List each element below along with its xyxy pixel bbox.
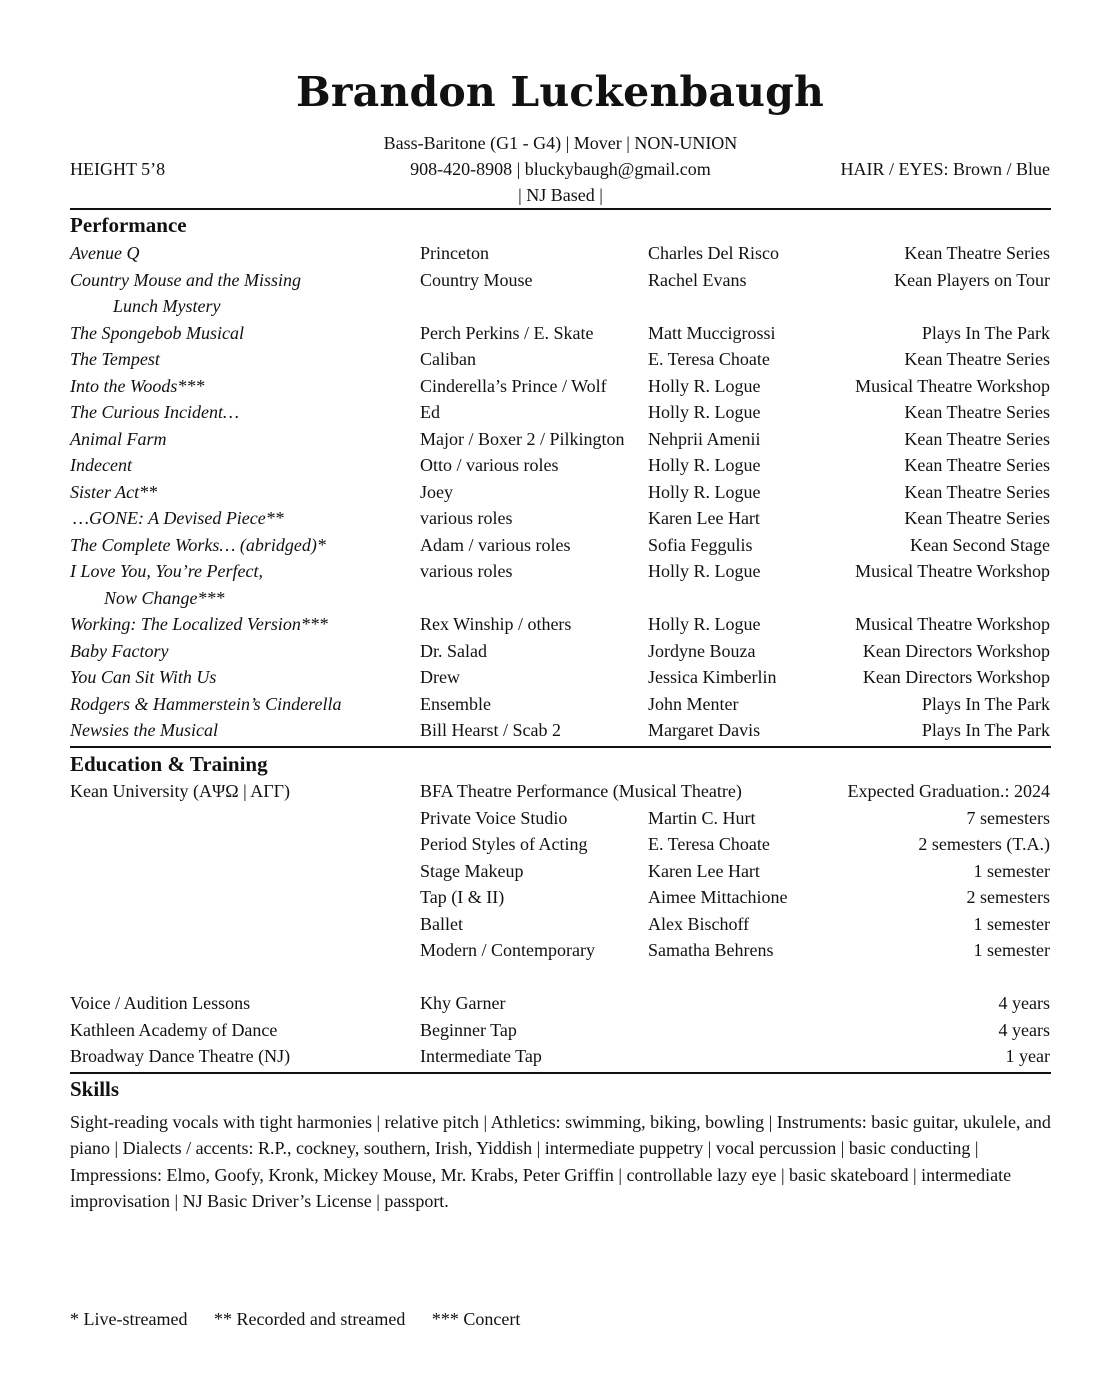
role: Ed — [420, 402, 440, 422]
venue: Kean Second Stage — [910, 534, 1050, 555]
duration: 1 semester — [973, 913, 1050, 934]
education-row — [0, 831, 1120, 858]
role: various roles — [420, 508, 513, 528]
teacher: Alex Bischoff — [648, 913, 750, 934]
education-row — [0, 778, 1120, 805]
performance-row — [0, 532, 1120, 559]
role: various roles — [420, 561, 513, 581]
show-title: Working: The Localized Version*** — [70, 614, 328, 634]
venue: Kean Theatre Series — [904, 481, 1050, 502]
venue: Kean Theatre Series — [904, 508, 1050, 528]
performance-divider — [70, 746, 1051, 748]
show-title: The Tempest — [70, 349, 160, 369]
director: Holly R. Logue — [648, 375, 761, 396]
performance-row — [0, 505, 1120, 532]
director: John Menter — [648, 693, 739, 714]
venue: Kean Theatre Series — [904, 428, 1050, 449]
show-title: …GONE: A Devised Piece** — [73, 508, 284, 528]
footnote-live-streamed: * Live-streamed — [70, 1309, 188, 1329]
education-heading: Education & Training — [70, 752, 268, 776]
school: Kean University (ΑΨΩ | ΑΓΓ) — [70, 781, 291, 801]
duration: 4 years — [998, 1019, 1050, 1040]
duration: Expected Graduation.: 2024 — [847, 781, 1050, 801]
duration: 4 years — [998, 993, 1050, 1013]
director: Holly R. Logue — [648, 402, 761, 422]
footnotes — [70, 1306, 542, 1332]
education-row — [0, 858, 1120, 885]
school: Broadway Dance Theatre (NJ) — [70, 1046, 291, 1066]
venue: Musical Theatre Workshop — [855, 614, 1050, 634]
performance-row — [0, 426, 1120, 453]
performance-row — [0, 479, 1120, 506]
teacher: E. Teresa Choate — [648, 834, 770, 854]
teacher: Aimee Mittachione — [648, 887, 788, 907]
role: Bill Hearst / Scab 2 — [420, 720, 561, 740]
show-title: Rodgers & Hammerstein’s Cinderella — [70, 693, 342, 714]
role: Caliban — [420, 349, 476, 369]
role: Drew — [420, 667, 460, 687]
course: Ballet — [420, 913, 463, 934]
resume-name: Brandon Luckenbaugh — [296, 68, 824, 116]
show-title: Country Mouse and the Missing — [70, 269, 301, 290]
director: E. Teresa Choate — [648, 349, 770, 369]
director: Jessica Kimberlin — [648, 667, 777, 687]
school: Voice / Audition Lessons — [70, 993, 251, 1013]
venue: Musical Theatre Workshop — [855, 561, 1050, 581]
venue: Musical Theatre Workshop — [855, 375, 1050, 396]
director: Karen Lee Hart — [648, 508, 760, 528]
course: Tap (I & II) — [420, 887, 505, 907]
footnote-recorded: ** Recorded and streamed — [213, 1309, 406, 1329]
role: Perch Perkins / E. Skate — [420, 322, 594, 343]
director: Charles Del Risco — [648, 243, 779, 263]
venue: Kean Theatre Series — [904, 455, 1050, 475]
show-title: Baby Factory — [70, 640, 169, 661]
director: Sofia Feggulis — [648, 534, 753, 555]
duration: 2 semesters (T.A.) — [918, 834, 1050, 854]
director: Jordyne Bouza — [648, 640, 756, 661]
duration: 1 semester — [973, 940, 1050, 960]
performance-row — [0, 717, 1120, 744]
education-divider — [70, 1072, 1051, 1074]
show-title: The Curious Incident… — [70, 402, 239, 422]
performance-row-continuation — [0, 293, 1120, 320]
venue: Kean Theatre Series — [904, 349, 1050, 369]
education-row — [0, 805, 1120, 832]
education-row — [0, 937, 1120, 964]
director: Holly R. Logue — [648, 614, 761, 634]
director: Rachel Evans — [648, 269, 747, 290]
venue: Kean Directors Workshop — [862, 640, 1050, 661]
teacher: Martin C. Hurt — [648, 807, 756, 828]
performance-row — [0, 320, 1120, 347]
director: Holly R. Logue — [648, 455, 761, 475]
role: Major / Boxer 2 / Pilkington — [420, 428, 625, 449]
duration: 2 semesters — [966, 887, 1050, 907]
venue: Kean Directors Workshop — [862, 667, 1050, 687]
course: Period Styles of Acting — [420, 834, 588, 854]
show-title: Sister Act** — [70, 481, 158, 502]
height-info: HEIGHT 5’8 — [70, 159, 166, 179]
duration: 1 semester — [973, 860, 1050, 881]
performance-row — [0, 611, 1120, 638]
hair-eyes-info: HAIR / EYES: Brown / Blue — [840, 159, 1050, 179]
director: Nehprii Amenii — [648, 428, 761, 449]
role: Princeton — [420, 243, 489, 263]
director: Matt Muccigrossi — [648, 322, 776, 343]
director: Margaret Davis — [648, 720, 761, 740]
performance-row — [0, 452, 1120, 479]
show-title-continued: Lunch Mystery — [113, 296, 221, 316]
show-title: The Complete Works… (abridged)* — [70, 534, 326, 555]
director: Holly R. Logue — [648, 561, 761, 581]
show-title: Avenue Q — [70, 243, 140, 263]
course: Khy Garner — [420, 993, 506, 1013]
director: Holly R. Logue — [648, 481, 761, 502]
show-title: Into the Woods*** — [70, 375, 205, 396]
training-row — [0, 990, 1120, 1017]
course: Beginner Tap — [420, 1019, 517, 1040]
show-title: The Spongebob Musical — [70, 322, 244, 343]
performance-row — [0, 691, 1120, 718]
role: Rex Winship / others — [420, 614, 572, 634]
show-title: Newsies the Musical — [70, 720, 218, 740]
course: Stage Makeup — [420, 860, 524, 881]
training-row — [0, 1017, 1120, 1044]
course: BFA Theatre Performance (Musical Theatre) — [420, 781, 742, 801]
performance-row — [0, 558, 1120, 585]
performance-row-continuation — [0, 585, 1120, 612]
show-title: Animal Farm — [70, 428, 167, 449]
voice-type-line: Bass-Baritone (G1 - G4) | Mover | NON-UNION — [383, 133, 738, 153]
role: Ensemble — [420, 693, 491, 714]
venue: Kean Theatre Series — [904, 243, 1050, 263]
role: Country Mouse — [420, 269, 533, 290]
show-title: Indecent — [70, 455, 132, 475]
role: Joey — [420, 481, 453, 502]
venue: Kean Players on Tour — [894, 269, 1050, 290]
venue: Plays In The Park — [921, 693, 1050, 714]
performance-row — [0, 399, 1120, 426]
duration: 7 semesters — [966, 807, 1050, 828]
footnote-concert: *** Concert — [431, 1309, 521, 1329]
skills-text: Sight-reading vocals with tight harmonies | relative pitch | Athletics: swimming, biking, bowling | Instruments: basic guitar, ukulele, and piano | Dialects / accents: R.P., cockney, southern, Irish, Yiddish | intermediate puppetry | vocal percussion | basic conducting | Impressions: Elmo, Goofy, Kronk, Mickey Mouse, Mr. Krabs, Peter Griffin | controllable lazy eye | basic skateboard | intermediate improvisation | NJ Basic Driver’s License | passport. — [70, 1112, 1051, 1211]
skills-heading: Skills — [70, 1077, 120, 1101]
role: Cinderella’s Prince / Wolf — [420, 375, 607, 396]
venue: Kean Theatre Series — [904, 402, 1050, 422]
course: Intermediate Tap — [420, 1046, 542, 1066]
course: Modern / Contemporary — [420, 940, 595, 960]
education-row — [0, 884, 1120, 911]
teacher: Samatha Behrens — [648, 940, 774, 960]
performance-row — [0, 373, 1120, 400]
performance-row — [0, 664, 1120, 691]
performance-row — [0, 267, 1120, 294]
performance-row — [0, 240, 1120, 267]
school: Kathleen Academy of Dance — [70, 1019, 278, 1040]
venue: Plays In The Park — [921, 322, 1050, 343]
header-divider — [70, 208, 1051, 210]
show-title: You Can Sit With Us — [70, 667, 217, 687]
performance-row — [0, 638, 1120, 665]
training-row — [0, 1043, 1120, 1070]
location-line: | NJ Based | — [518, 185, 603, 205]
course: Private Voice Studio — [420, 807, 568, 828]
venue: Plays In The Park — [921, 720, 1050, 740]
show-title: I Love You, You’re Perfect, — [70, 561, 263, 581]
duration: 1 year — [1005, 1046, 1050, 1066]
role: Adam / various roles — [420, 534, 571, 555]
performance-row — [0, 346, 1120, 373]
show-title-continued: Now Change*** — [104, 587, 225, 608]
performance-heading: Performance — [70, 213, 187, 237]
role: Dr. Salad — [420, 640, 487, 661]
teacher: Karen Lee Hart — [648, 860, 760, 881]
role: Otto / various roles — [420, 455, 559, 475]
contact-line: 908-420-8908 | bluckybaugh@gmail.com — [410, 159, 711, 179]
education-row — [0, 911, 1120, 938]
